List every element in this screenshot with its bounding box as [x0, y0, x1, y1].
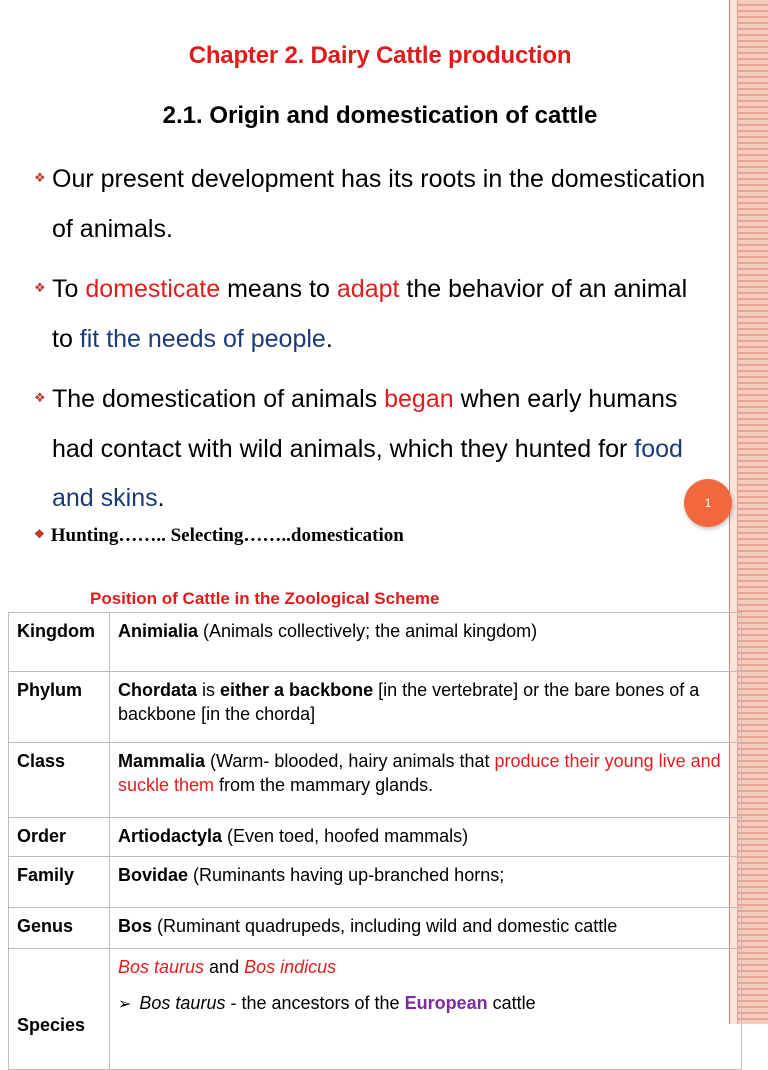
table-row — [9, 818, 742, 857]
taxon-name: Mammalia — [118, 751, 206, 771]
bullet-text: means to — [220, 275, 337, 303]
bullet-diamond-icon: ❖ — [34, 390, 46, 405]
taxon-desc: (Ruminants having up-branched horns; — [188, 865, 505, 885]
table-row — [9, 908, 742, 949]
bullet-item — [34, 265, 714, 364]
species-text: and — [204, 957, 245, 977]
highlight-text: began — [384, 385, 454, 413]
taxon-desc: (Even toed, hoofed mammals) — [222, 826, 469, 846]
bullet-list — [34, 155, 714, 535]
table-caption: Position of Cattle in the Zoological Scheme — [90, 589, 440, 608]
species-name: Bos taurus — [139, 993, 226, 1013]
taxon-name: Bovidae — [118, 865, 189, 885]
species-highlight: European — [404, 993, 488, 1013]
taxon-desc: (Warm- blooded, hairy animals that — [205, 751, 495, 771]
description-cell — [110, 949, 742, 1070]
bullet-item — [34, 375, 714, 524]
zoological-table — [8, 612, 742, 1070]
bullet-diamond-icon: ❖ — [34, 170, 46, 185]
description-cell — [110, 613, 742, 672]
bullet-text: when early humans had contact with wild animals, which they hunted for — [52, 385, 678, 463]
process-text: Hunting…….. Selecting……..domestication — [50, 525, 404, 546]
species-text: - the ancestors of the — [225, 993, 405, 1013]
section-title: 2.1. Origin and domestication of cattle — [162, 102, 598, 129]
table-row — [9, 613, 742, 672]
page-number-badge: 1 — [684, 479, 732, 527]
table-row — [9, 857, 742, 908]
bullet-item — [34, 155, 714, 254]
bullet-text: Our present development has its roots in the domestication of animals. — [52, 165, 706, 243]
taxon-name: Bos — [118, 916, 153, 936]
highlight-text: fit the needs of people — [79, 324, 326, 353]
rank-cell: Kingdom — [9, 613, 110, 672]
process-line — [34, 525, 404, 547]
species-name: Bos taurus — [118, 957, 205, 977]
taxon-desc: is — [197, 680, 221, 700]
taxon-desc: (Animals collectively; the animal kingdom) — [198, 621, 538, 641]
taxon-desc: (Ruminant quadrupeds, including wild and domestic cattle — [152, 916, 618, 936]
description-cell — [110, 857, 742, 908]
rank-cell: Class — [9, 743, 110, 818]
rank-cell: Phylum — [9, 672, 110, 743]
bullet-text: To — [52, 275, 86, 303]
bullet-text: . — [157, 484, 165, 512]
highlight-text: food and skins — [52, 434, 683, 512]
rank-cell: Family — [9, 857, 110, 908]
species-text: cattle — [487, 993, 536, 1013]
description-cell — [110, 818, 742, 857]
bullet-text: . — [325, 324, 333, 353]
taxon-name: Chordata — [118, 680, 198, 700]
taxon-desc: [in the vertebrate] or the bare bones of a backbone [in the chorda] — [118, 680, 700, 724]
taxon-desc: from the mammary glands. — [214, 775, 434, 795]
bullet-diamond-icon: ❖ — [34, 527, 45, 541]
decor-stripe — [738, 0, 768, 1024]
taxon-name: Animialia — [118, 621, 199, 641]
bullet-diamond-icon: ❖ — [34, 280, 46, 295]
bullet-text: The domestication of animals — [52, 385, 385, 413]
rank-cell: Genus — [9, 908, 110, 949]
description-cell — [110, 672, 742, 743]
chapter-title: Chapter 2. Dairy Cattle production — [188, 42, 572, 69]
arrow-bullet-icon: ➢ — [118, 996, 132, 1013]
highlight-text: adapt — [336, 275, 400, 303]
taxon-highlight: produce their young live and suckle them — [118, 751, 721, 795]
highlight-text: domesticate — [85, 275, 221, 303]
taxon-name: Artiodactyla — [118, 826, 223, 846]
bullet-text: the behavior of an animal to — [52, 275, 688, 353]
rank-cell: Order — [9, 818, 110, 857]
description-cell — [110, 743, 742, 818]
species-line — [118, 955, 735, 979]
table-row — [9, 672, 742, 743]
species-line — [118, 991, 735, 1017]
description-cell — [110, 908, 742, 949]
species-name: Bos indicus — [244, 957, 337, 977]
rank-cell: Species — [9, 949, 110, 1070]
taxon-emphasis: either a backbone — [220, 680, 374, 700]
table-row — [9, 743, 742, 818]
table-row — [9, 949, 742, 1070]
